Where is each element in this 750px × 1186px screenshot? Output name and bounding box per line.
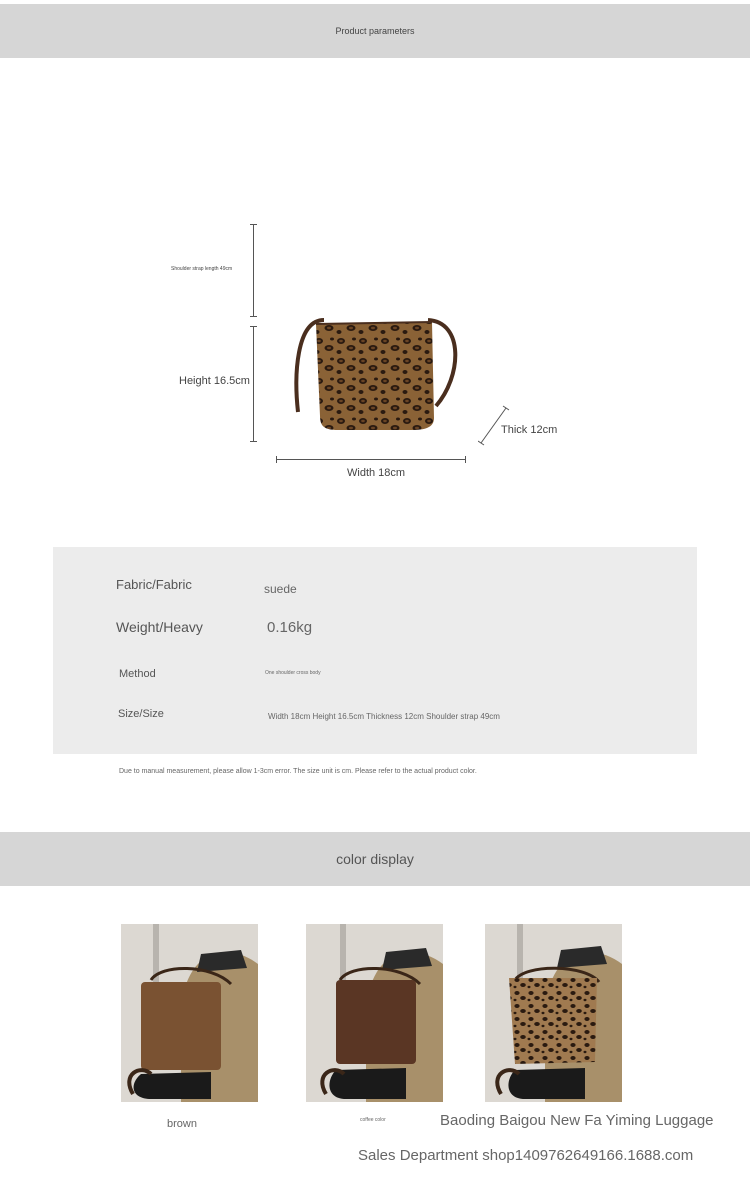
height-label: Height 16.5cm <box>179 375 250 387</box>
width-tick-right <box>465 456 466 463</box>
size-value: Width 18cm Height 16.5cm Thickness 12cm Shoulder strap 49cm <box>268 712 500 721</box>
color-photo-leopard[interactable] <box>485 924 622 1102</box>
measurement-note: Due to manual measurement, please allow 1-3cm error. The size unit is cm. Please refer to the actual product color. <box>119 768 477 775</box>
strap-tick-top <box>250 224 257 225</box>
width-dimension-line <box>276 459 466 460</box>
shop-name-line1: Baoding Baigou New Fa Yiming Luggage <box>440 1112 714 1129</box>
strap-dimension-line <box>253 224 254 316</box>
height-tick-bottom <box>250 441 257 442</box>
width-label: Width 18cm <box>347 467 406 479</box>
method-value: One shoulder cross body <box>265 670 321 676</box>
weight-value: 0.16kg <box>267 619 313 636</box>
weight-label: Weight/Heavy <box>116 619 203 635</box>
fabric-label: Fabric/Fabric <box>116 577 192 592</box>
color-name-brown: brown <box>167 1118 197 1130</box>
height-tick-top <box>250 326 257 327</box>
product-parameters-banner <box>0 4 750 58</box>
fabric-value: suede <box>264 582 297 596</box>
product-parameters-title: Product parameters <box>335 26 415 36</box>
leopard-bag-image <box>292 316 464 434</box>
size-label: Size/Size <box>118 708 164 720</box>
width-tick-left <box>276 456 277 463</box>
color-name-coffee: coffee color <box>360 1117 386 1123</box>
color-photo-brown[interactable] <box>121 924 258 1102</box>
shop-name-line2: Sales Department shop1409762649166.1688.com <box>358 1147 694 1164</box>
color-display-title: color display <box>336 851 414 867</box>
height-dimension-line <box>253 326 254 441</box>
parameters-table <box>53 547 697 754</box>
strap-length-label: Shoulder strap length 49cm <box>171 266 233 272</box>
method-label: Method <box>119 668 156 680</box>
color-display-banner <box>0 832 750 886</box>
color-photo-coffee[interactable] <box>306 924 443 1102</box>
thickness-label: Thick 12cm <box>501 424 558 436</box>
strap-tick-bottom <box>250 316 257 317</box>
